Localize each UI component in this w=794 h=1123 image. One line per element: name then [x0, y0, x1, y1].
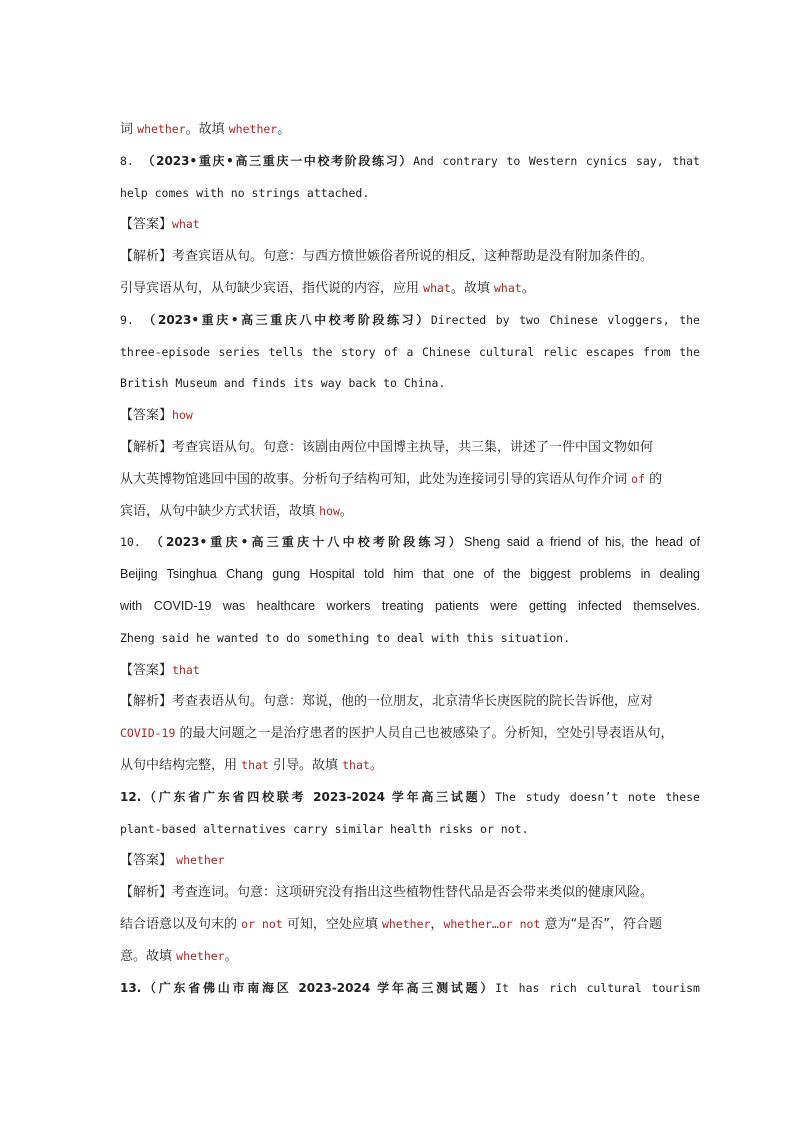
text-run: 【答案】 [120, 408, 173, 424]
text-run: ， [430, 916, 444, 932]
answer-text: COVID-19 [120, 726, 176, 741]
text-run: 的 [645, 471, 663, 487]
text-run: Sheng said a friend of his, the head of [464, 535, 700, 550]
text-run: It has rich cultural tourism [495, 980, 700, 995]
answer-text: that [172, 662, 200, 677]
text-line [120, 941, 700, 973]
text-run: with COVID-19 was healthcare workers treating patients were getting infected themselves. [120, 598, 700, 613]
text-run: three-episode series tells the story of a Chinese cultural relic escapes from the [120, 344, 700, 359]
answer-text: how [172, 408, 193, 423]
text-line [120, 655, 700, 687]
text-run: The study doesn’t note these [495, 789, 700, 804]
text-line [120, 750, 700, 782]
text-run: 【答案】 [120, 853, 177, 869]
text-line [120, 718, 700, 750]
question-source: （2023•重庆•高三重庆八中校考阶段练习） [143, 312, 431, 327]
answer-text: or not [241, 916, 283, 931]
text-run: 从句中结构完整，用 [120, 757, 242, 773]
text-line [120, 559, 700, 591]
text-run: 【答案】 [120, 662, 173, 678]
text-run: plant-based alternatives carry similar health risks or not. [120, 821, 529, 836]
text-run: 引导宾语从句，从句缺少宾语，指代说的内容，应用 [120, 280, 424, 296]
text-run: Zheng said he wanted to do something to deal with this situation. [120, 630, 571, 645]
answer-text: what [172, 217, 200, 232]
text-line [120, 305, 700, 337]
question-source: 12.（广东省广东省四校联考 2023-2024 学年高三试题） [120, 789, 496, 804]
text-run: 【解析】考查宾语从句。句意：该剧由两位中国博主执导，共三集，讲述了一件中国文物如何 [120, 439, 654, 455]
text-line [120, 782, 700, 814]
text-line [120, 209, 700, 241]
answer-text: whether [228, 122, 278, 136]
text-line [120, 114, 700, 146]
text-run: 。故填 [450, 280, 494, 296]
text-run: 。故填 [185, 122, 229, 137]
text-line [120, 591, 700, 623]
text-run: 的最大问题之一是治疗患者的医护人员自己也被感染了。分析知，空处引导表语从句， [175, 726, 674, 742]
text-run: 。 [339, 503, 353, 519]
text-line [120, 686, 700, 718]
text-line [120, 496, 700, 528]
answer-text: of [631, 471, 645, 486]
answer-text: whether…or not [443, 916, 541, 931]
text-run: 【答案】 [120, 217, 173, 233]
text-line [120, 337, 700, 369]
text-run: 意为“是否”，符合题 [540, 916, 662, 932]
text-run: 。 [277, 122, 291, 137]
text-run: Directed by two Chinese vloggers, the [430, 312, 700, 327]
text-run: 。 [224, 948, 238, 964]
text-line [120, 623, 700, 655]
text-run: 从大英博物馆逃回中国的故事。分析句子结构可知，此处为连接词引导的宾语从句作介词 [120, 471, 632, 487]
text-run: 宾语，从句中缺少方式状语，故填 [120, 503, 320, 519]
text-run: 。 [521, 280, 535, 296]
answer-text: that [342, 757, 370, 772]
answer-text: whether [381, 916, 431, 931]
answer-text: whether [176, 948, 225, 963]
text-run: 8. [120, 153, 143, 168]
text-line [120, 241, 700, 273]
text-run: And contrary to Western cynics say, that [413, 153, 700, 168]
answer-text: whether [176, 853, 225, 868]
question-source: 13.（广东省佛山市南海区 2023-2024 学年高三测试题） [120, 980, 496, 995]
text-run: 意。故填 [120, 948, 177, 964]
answer-text: that [241, 757, 269, 772]
text-line [120, 273, 700, 305]
text-line [120, 877, 700, 909]
text-line [120, 368, 700, 400]
answer-text: what [493, 280, 522, 295]
text-run: help comes with no strings attached. [120, 185, 370, 200]
answer-text: how [319, 503, 340, 518]
text-run: 结合语意以及句末的 [120, 916, 242, 932]
text-run: 词 [120, 122, 138, 137]
text-run: Beijing Tsinghua Chang gung Hospital told him that one of the biggest problems in dealing [120, 567, 700, 582]
text-line [120, 400, 700, 432]
text-line [120, 973, 700, 1005]
text-run: 【解析】考查连词。句意：这项研究没有指出这些植物性替代品是否会带来类似的健康风险。 [120, 885, 654, 901]
text-line [120, 527, 700, 559]
text-line [120, 464, 700, 496]
text-run: 10. [120, 535, 151, 550]
text-run: 。 [369, 757, 383, 773]
text-line [120, 432, 700, 464]
text-run: 引导。故填 [268, 757, 343, 773]
question-source: （2023•重庆•高三重庆十八中校考阶段练习） [150, 535, 464, 550]
text-line [120, 909, 700, 941]
text-run: 【解析】考查表语从句。句意：郑说，他的一位朋友，北京清华长庚医院的院长告诉他，应对 [120, 694, 654, 710]
text-run: 【解析】考查宾语从句。句意：与西方愤世嫉俗者所说的相反，这种帮助是没有附加条件的。 [120, 249, 654, 265]
text-run: 可知，空处应填 [282, 916, 382, 932]
text-line [120, 845, 700, 877]
text-line [120, 178, 700, 210]
text-run: British Museum and finds its way back to China. [120, 376, 446, 391]
text-run: 9. [120, 312, 144, 327]
question-source: （2023•重庆•高三重庆一中校考阶段练习） [142, 153, 414, 168]
answer-text: what [423, 280, 451, 295]
answer-text: whether [137, 122, 186, 136]
text-line [120, 814, 700, 846]
text-line [120, 146, 700, 178]
document-page [120, 114, 700, 1004]
